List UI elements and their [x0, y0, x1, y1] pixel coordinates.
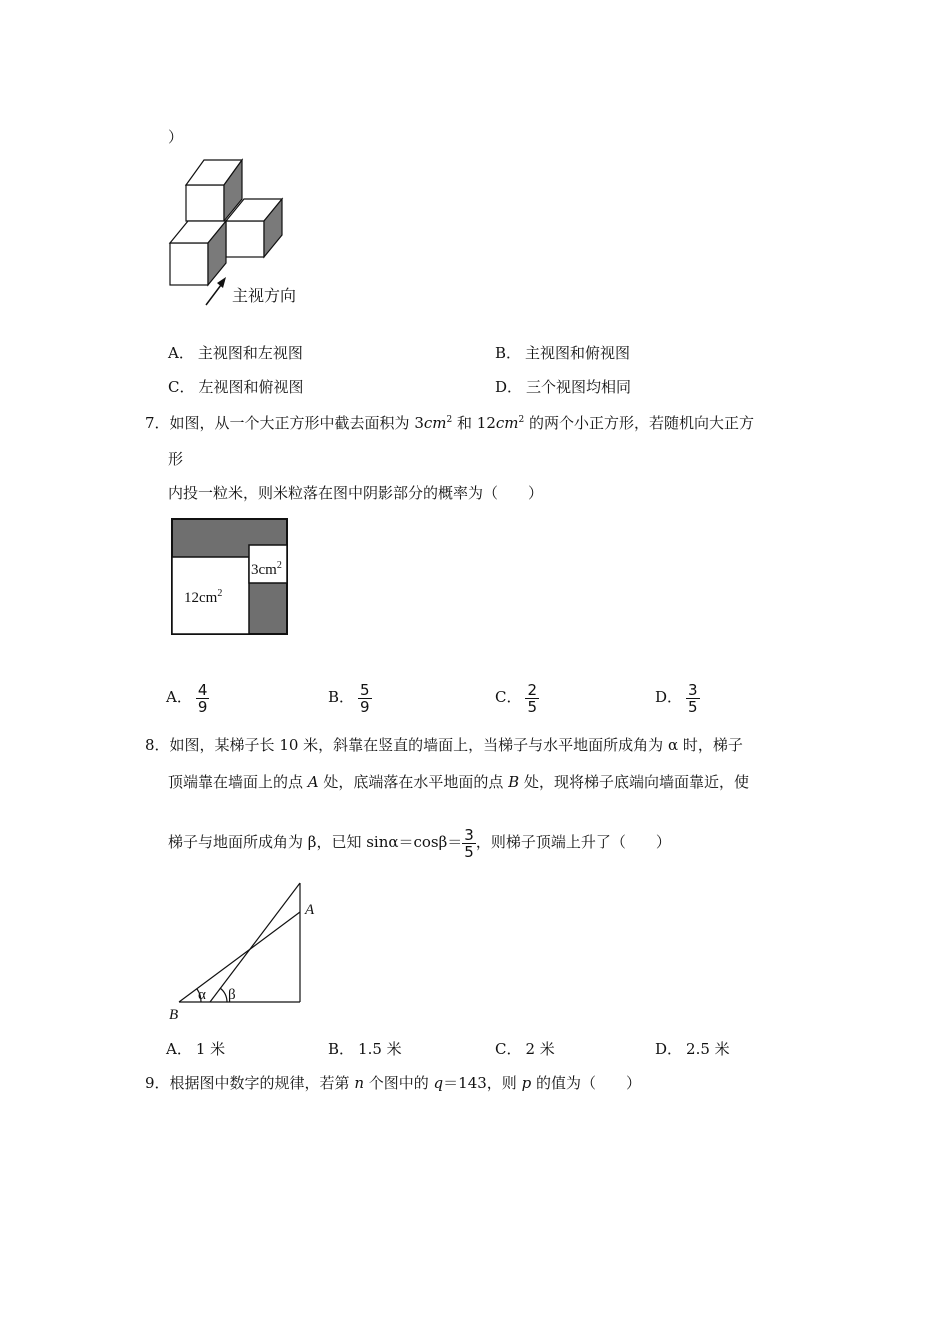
- option-b[interactable]: [328, 1039, 402, 1059]
- option-b[interactable]: [328, 678, 372, 716]
- question-8-line3: [168, 822, 671, 862]
- option-letter: D．: [655, 688, 683, 706]
- option-c[interactable]: [495, 1039, 555, 1059]
- option-text: 主视图和左视图: [197, 344, 303, 362]
- square-figure: [168, 515, 294, 640]
- unit: cm: [495, 414, 519, 432]
- option-letter: B．: [495, 344, 522, 362]
- fraction: [196, 682, 210, 715]
- fraction: [358, 682, 372, 715]
- option-b[interactable]: [495, 343, 630, 363]
- option-letter: A．: [168, 344, 194, 362]
- option-letter: C．: [168, 378, 195, 396]
- superscript: 2: [217, 588, 223, 599]
- option-text: 三个视图均相同: [526, 378, 632, 396]
- point-label: B: [508, 773, 520, 791]
- question-text: 处，现将梯子底端向墙面靠近，使: [519, 773, 749, 791]
- option-letter: C．: [495, 688, 522, 706]
- question-text: 顶端靠在墙面上的点: [168, 773, 308, 791]
- option-letter: C．: [495, 1040, 522, 1058]
- denominator: 5: [464, 842, 474, 861]
- question-text: 如图，某梯子长 10 米，斜靠在竖直的墙面上，当梯子与水平地面所成角为 α 时，梯子: [169, 736, 743, 754]
- option-text: 主视图和俯视图: [525, 344, 631, 362]
- superscript: 2: [276, 560, 282, 571]
- denominator: 5: [527, 697, 538, 716]
- numerator: 3: [688, 680, 698, 699]
- variable: p: [521, 1074, 532, 1092]
- question-tail: ）: [168, 128, 184, 146]
- question-text: 的两个小正方形，若随机向大正方: [524, 414, 754, 432]
- question-number: 8．: [145, 736, 170, 754]
- question-text: ，则梯子顶端上升了（ ）: [475, 833, 671, 851]
- option-letter: D．: [655, 1040, 683, 1058]
- question-number: 7．: [145, 414, 170, 432]
- cube-figure: [160, 155, 320, 315]
- numerator: 3: [464, 825, 474, 844]
- option-letter: B．: [328, 688, 355, 706]
- unit: cm: [423, 414, 447, 432]
- question-7-line1: [145, 413, 754, 433]
- option-text: 2 米: [525, 1040, 555, 1058]
- question-9: [145, 1073, 641, 1093]
- question-8-line1: [145, 735, 743, 755]
- fraction: [525, 682, 539, 715]
- question-7-line3: 内投一粒米，则米粒落在图中阴影部分的概率为（ ）: [168, 484, 544, 502]
- variable: n: [354, 1074, 364, 1092]
- question-text: 的值为（ ）: [531, 1074, 641, 1092]
- option-text: 1.5 米: [358, 1040, 402, 1058]
- denominator: 9: [360, 697, 370, 716]
- option-d[interactable]: [655, 678, 700, 716]
- fraction: [686, 682, 700, 715]
- superscript: 2: [446, 415, 453, 425]
- question-7-line2: 形: [168, 450, 184, 468]
- ladder-figure: [165, 875, 325, 1025]
- point-b-label: B: [169, 1007, 179, 1023]
- option-letter: A．: [166, 688, 192, 706]
- view-direction-label: 主视方向: [232, 288, 297, 305]
- option-letter: D．: [495, 378, 523, 396]
- question-text: 处，底端落在水平地面的点: [318, 773, 509, 791]
- option-d[interactable]: [495, 377, 631, 397]
- variable: q: [433, 1074, 444, 1092]
- question-text: 个图中的: [364, 1074, 434, 1092]
- numerator: 5: [360, 680, 370, 699]
- option-a[interactable]: [168, 343, 303, 363]
- option-d[interactable]: [655, 1039, 730, 1059]
- question-text: 如图，从一个大正方形中截去面积为 3: [169, 414, 424, 432]
- option-c[interactable]: [495, 678, 539, 716]
- option-a[interactable]: [166, 678, 209, 716]
- point-label: A: [307, 773, 319, 791]
- superscript: 2: [518, 415, 525, 425]
- option-text: 1 米: [195, 1040, 226, 1058]
- option-c[interactable]: [168, 377, 304, 397]
- option-a[interactable]: [166, 1039, 225, 1059]
- option-letter: A．: [166, 1040, 192, 1058]
- small-square-label: 3cm: [251, 562, 277, 578]
- svg-text:12cm2: [184, 588, 222, 606]
- option-text: 2.5 米: [686, 1040, 730, 1058]
- numerator: 2: [527, 680, 538, 699]
- option-letter: B．: [328, 1040, 355, 1058]
- question-text: 梯子与地面所成角为 β，已知 sinα＝cosβ＝: [168, 833, 463, 851]
- denominator: 9: [197, 697, 208, 716]
- fraction: [462, 827, 476, 860]
- alpha-label: α: [198, 987, 206, 1003]
- question-text: 根据图中数字的规律，若第: [169, 1074, 355, 1092]
- beta-label: β: [228, 987, 236, 1003]
- question-text: 和 12: [452, 414, 496, 432]
- numerator: 4: [197, 680, 208, 699]
- option-text: 左视图和俯视图: [198, 378, 304, 396]
- point-a-label: A: [305, 902, 315, 918]
- denominator: 5: [688, 697, 698, 716]
- question-number: 9．: [145, 1074, 170, 1092]
- big-square-label: 12cm: [184, 590, 218, 606]
- question-8-line2: [168, 772, 749, 792]
- question-text: ＝143，则: [443, 1074, 522, 1092]
